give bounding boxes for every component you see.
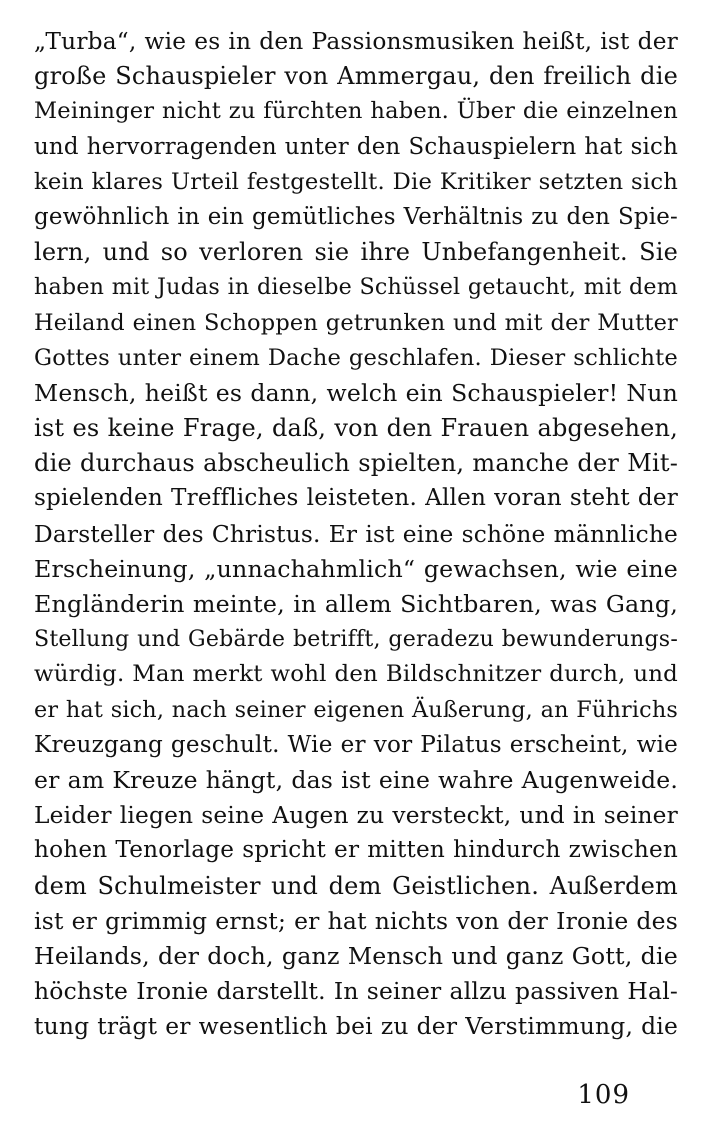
text-line: Darsteller des Christus. Er ist eine schöne männliche bbox=[34, 520, 678, 548]
page-number: 109 bbox=[577, 1080, 630, 1110]
text-line: lern, und so verloren sie ihre Unbefangenheit. Sie bbox=[34, 238, 678, 267]
text-line: große Schauspieler von Ammergau, den freilich die bbox=[34, 62, 678, 91]
text-line: tung trägt er wesentlich bei zu der Verstimmung, die bbox=[34, 1012, 678, 1041]
text-line: Engländerin meinte, in allem Sichtbaren, was Gang, bbox=[34, 590, 678, 618]
text-line: ist es keine Frage, daß, von den Frauen abgesehen, bbox=[34, 414, 678, 443]
text-line: Gottes unter einem Dache geschlafen. Dieser schlichte bbox=[34, 344, 678, 371]
text-line: „Turba“, wie es in den Passionsmusiken heißt, ist der bbox=[34, 28, 678, 55]
text-line: gewöhnlich in ein gemütliches Verhältnis zu den Spie- bbox=[34, 203, 678, 230]
text-line: Meininger nicht zu fürchten haben. Über die einzelnen bbox=[34, 98, 678, 125]
text-line: Kreuzgang geschult. Wie er vor Pilatus erscheint, wie bbox=[34, 731, 678, 758]
text-line: kein klares Urteil festgestellt. Die Kritiker setzten sich bbox=[34, 168, 678, 195]
text-line: spielenden Treffliches leisteten. Allen voran steht der bbox=[34, 485, 678, 512]
text-line: hohen Tenorlage spricht er mitten hindurch zwischen bbox=[34, 837, 678, 864]
text-line: Mensch, heißt es dann, welch ein Schauspieler! Nun bbox=[34, 378, 678, 407]
text-line: haben mit Judas in dieselbe Schüssel getaucht, mit dem bbox=[34, 274, 678, 301]
text-line: Heilands, der doch, ganz Mensch und ganz Gott, die bbox=[34, 941, 678, 970]
text-line: er hat sich, nach seiner eigenen Äußerung, an Führichs bbox=[34, 696, 678, 723]
text-line: ist er grimmig ernst; er hat nichts von der Ironie des bbox=[34, 906, 678, 935]
text-line: dem Schulmeister und dem Geistlichen. Außerdem bbox=[34, 871, 678, 900]
text-line: Erscheinung, „unnachahmlich“ gewachsen, wie eine bbox=[34, 554, 678, 583]
text-line: Heiland einen Schoppen getrunken und mit der Mutter bbox=[34, 309, 678, 336]
body-text bbox=[34, 24, 678, 1044]
text-line: würdig. Man merkt wohl den Bildschnitzer durch, und bbox=[34, 661, 678, 688]
text-line: die durchaus abscheulich spielten, manche der Mit- bbox=[34, 449, 678, 478]
text-line: er am Kreuze hängt, das ist eine wahre Augenweide. bbox=[34, 765, 678, 794]
text-line: Stellung und Gebärde betrifft, geradezu bewunderungs- bbox=[34, 627, 678, 653]
text-line: und hervorragenden unter den Schauspielern hat sich bbox=[34, 133, 678, 160]
text-line: höchste Ironie darstellt. In seiner allzu passiven Hal- bbox=[34, 977, 678, 1006]
text-line: Leider liegen seine Augen zu versteckt, und in seiner bbox=[34, 802, 678, 830]
